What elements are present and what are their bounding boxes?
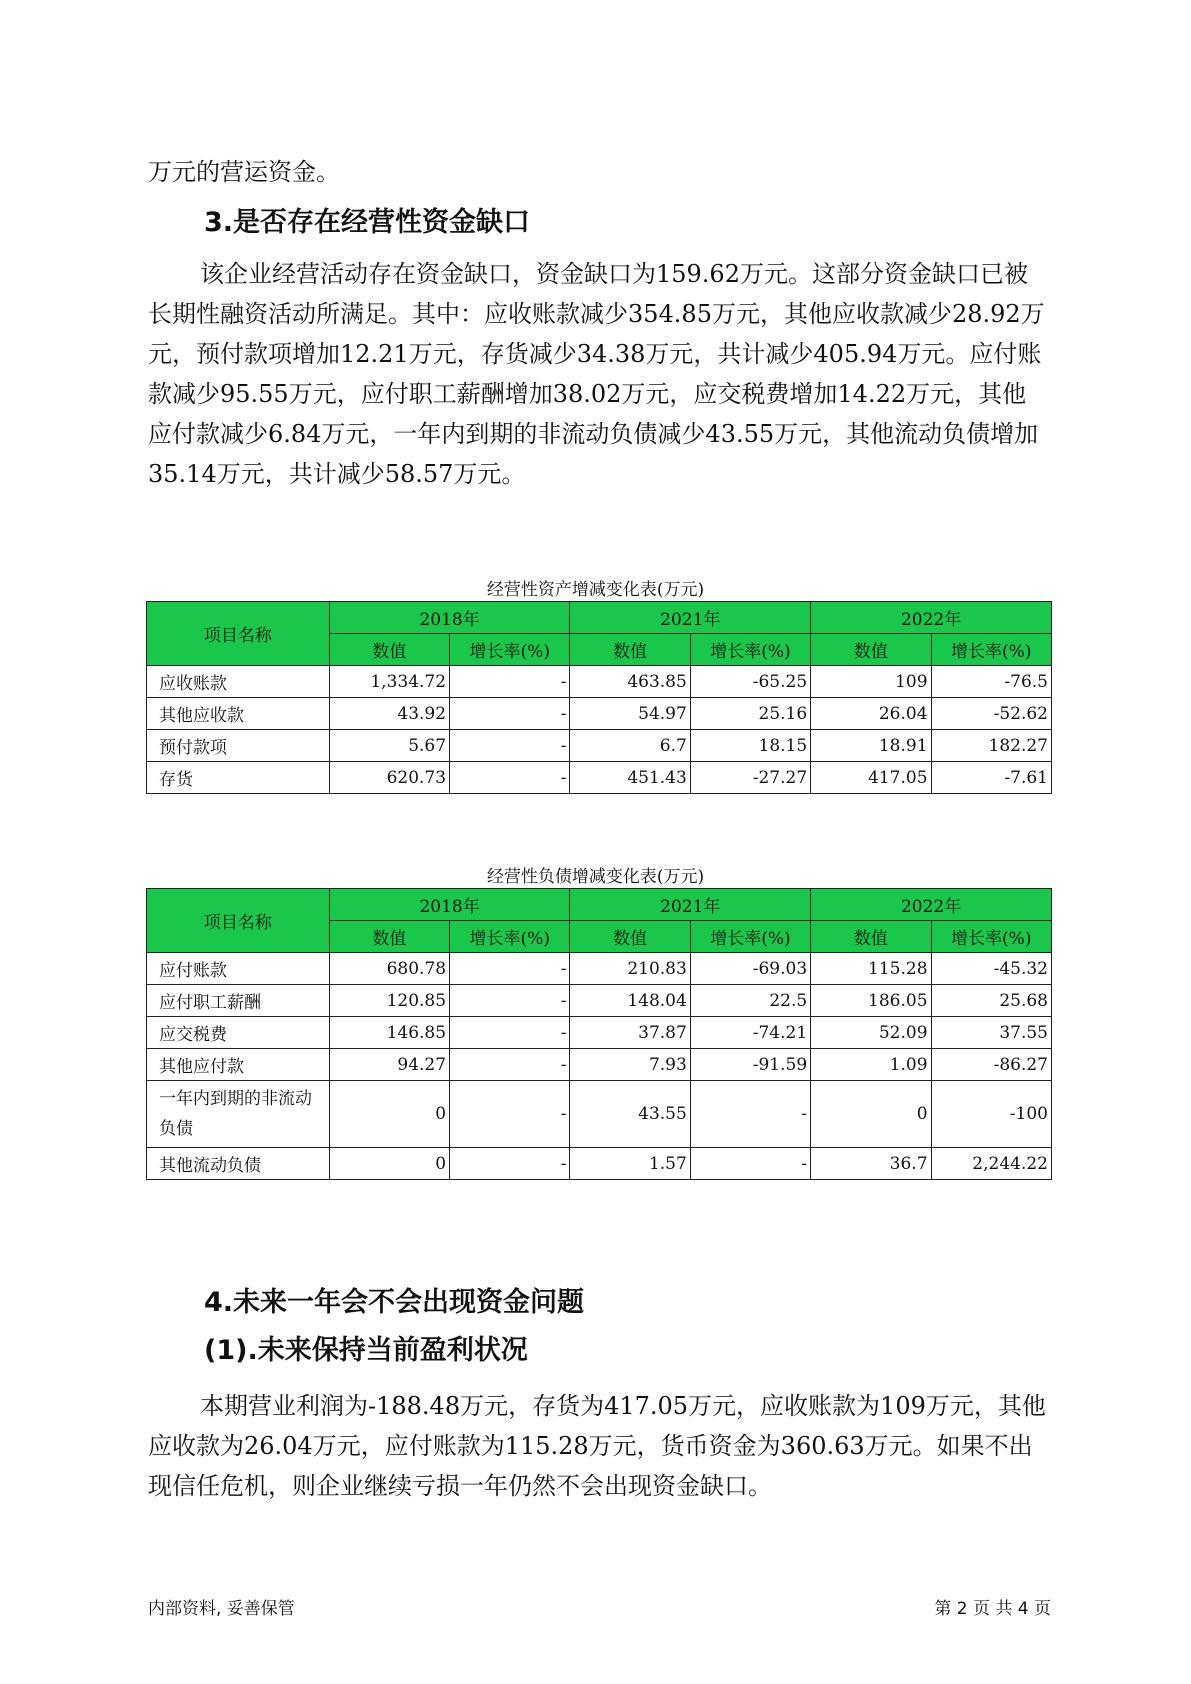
table-row bbox=[147, 698, 1052, 730]
table-row bbox=[147, 1049, 1052, 1081]
table-cell: - bbox=[450, 985, 570, 1017]
table-cell: -86.27 bbox=[931, 1049, 1051, 1081]
table-cell: 109 bbox=[811, 666, 931, 698]
value-header: 数值 bbox=[329, 921, 449, 953]
table-cell: 2,244.22 bbox=[931, 1148, 1051, 1180]
year-header: 2022年 bbox=[811, 889, 1052, 921]
table-cell: 120.85 bbox=[329, 985, 449, 1017]
table-cell: - bbox=[450, 698, 570, 730]
liability-table bbox=[146, 888, 1052, 1180]
table-cell: - bbox=[450, 953, 570, 985]
footer-confidential-note: 内部资料, 妥善保管 bbox=[148, 1599, 295, 1619]
growth-header: 增长率(%) bbox=[690, 634, 810, 666]
table-row bbox=[147, 730, 1052, 762]
table-cell: - bbox=[450, 762, 570, 794]
table-row bbox=[147, 666, 1052, 698]
intro-tail-text: 万元的营运资金。 bbox=[148, 158, 340, 186]
section3-paragraph: 该企业经营活动存在资金缺口，资金缺口为159.62万元。这部分资金缺口已被长期性融资活动所满足。其中：应收账款减少354.85万元，其他应收款减少28.92万元，预付款项增加12.21万元，存货减少34.38万元，共计减少405.94万元。应付账款减少95.55万元，应付职工薪酬增加38.02万元，应交税费增加14.22万元，其他应付款减少6.84万元，一年内到期的非流动负债减少43.55万元，其他流动负债增加35.14万元，共计减少58.57万元。 bbox=[148, 260, 1045, 488]
table-cell: 1.09 bbox=[811, 1049, 931, 1081]
table-cell: 94.27 bbox=[329, 1049, 449, 1081]
table-row bbox=[147, 953, 1052, 985]
table-cell: 5.67 bbox=[329, 730, 449, 762]
section3-heading: 3.是否存在经营性资金缺口 bbox=[204, 207, 531, 238]
table-cell: - bbox=[450, 1081, 570, 1148]
table-cell: -69.03 bbox=[690, 953, 810, 985]
table-cell: 37.87 bbox=[570, 1017, 690, 1049]
table-cell: -74.21 bbox=[690, 1017, 810, 1049]
table-cell: -91.59 bbox=[690, 1049, 810, 1081]
table-cell: 620.73 bbox=[329, 762, 449, 794]
table-cell: - bbox=[450, 666, 570, 698]
table-cell: 0 bbox=[329, 1148, 449, 1180]
table-cell: -52.62 bbox=[931, 698, 1051, 730]
section4-paragraph: 本期营业利润为-188.48万元，存货为417.05万元，应收账款为109万元，其他应收款为26.04万元，应付账款为115.28万元，货币资金为360.63万元。如果不出现信任危机，则企业继续亏损一年仍然不会出现资金缺口。 bbox=[148, 1392, 1046, 1500]
table-cell: 148.04 bbox=[570, 985, 690, 1017]
table-cell: 36.7 bbox=[811, 1148, 931, 1180]
table-cell: 37.55 bbox=[931, 1017, 1051, 1049]
table-cell: 43.92 bbox=[329, 698, 449, 730]
table-cell: - bbox=[690, 1081, 810, 1148]
year-header: 2018年 bbox=[329, 889, 570, 921]
table-cell: 54.97 bbox=[570, 698, 690, 730]
table-cell: 451.43 bbox=[570, 762, 690, 794]
footer-page-number: 第 2 页 共 4 页 bbox=[934, 1599, 1051, 1619]
table-cell: 6.7 bbox=[570, 730, 690, 762]
table-cell: 18.15 bbox=[690, 730, 810, 762]
table-cell: 680.78 bbox=[329, 953, 449, 985]
table-cell: 115.28 bbox=[811, 953, 931, 985]
table-cell: 1,334.72 bbox=[329, 666, 449, 698]
growth-header: 增长率(%) bbox=[931, 921, 1051, 953]
table-row bbox=[147, 1017, 1052, 1049]
year-header: 2021年 bbox=[570, 889, 811, 921]
table-cell: - bbox=[450, 1017, 570, 1049]
table-cell: 0 bbox=[329, 1081, 449, 1148]
table-cell: 182.27 bbox=[931, 730, 1051, 762]
row-name: 一年内到期的非流动负债 bbox=[147, 1081, 330, 1148]
table-row bbox=[147, 985, 1052, 1017]
row-name: 其他流动负债 bbox=[147, 1148, 330, 1180]
value-header: 数值 bbox=[329, 634, 449, 666]
table-cell: 146.85 bbox=[329, 1017, 449, 1049]
table-cell: 463.85 bbox=[570, 666, 690, 698]
table-cell: -27.27 bbox=[690, 762, 810, 794]
row-name: 预付款项 bbox=[147, 730, 330, 762]
liability-table-caption: 经营性负债增减变化表(万元) bbox=[486, 867, 705, 887]
table-row bbox=[147, 762, 1052, 794]
table-cell: 25.16 bbox=[690, 698, 810, 730]
section4-heading: 4.未来一年会不会出现资金问题 bbox=[204, 1287, 585, 1318]
growth-header: 增长率(%) bbox=[450, 921, 570, 953]
name-header: 项目名称 bbox=[147, 602, 330, 666]
table-cell: -65.25 bbox=[690, 666, 810, 698]
name-header: 项目名称 bbox=[147, 889, 330, 953]
growth-header: 增长率(%) bbox=[450, 634, 570, 666]
row-name: 其他应收款 bbox=[147, 698, 330, 730]
table-cell: 1.57 bbox=[570, 1148, 690, 1180]
asset-table bbox=[146, 601, 1052, 794]
table-cell: 25.68 bbox=[931, 985, 1051, 1017]
table-cell: 43.55 bbox=[570, 1081, 690, 1148]
table-cell: 22.5 bbox=[690, 985, 810, 1017]
table-cell: 52.09 bbox=[811, 1017, 931, 1049]
table-cell: 186.05 bbox=[811, 985, 931, 1017]
table-cell: - bbox=[450, 1049, 570, 1081]
table-cell: -76.5 bbox=[931, 666, 1051, 698]
table-cell: 417.05 bbox=[811, 762, 931, 794]
table-cell: -7.61 bbox=[931, 762, 1051, 794]
table-cell: 26.04 bbox=[811, 698, 931, 730]
value-header: 数值 bbox=[570, 921, 690, 953]
growth-header: 增长率(%) bbox=[931, 634, 1051, 666]
row-name: 应付账款 bbox=[147, 953, 330, 985]
row-name: 其他应付款 bbox=[147, 1049, 330, 1081]
row-name: 应收账款 bbox=[147, 666, 330, 698]
section4-subheading: (1).未来保持当前盈利状况 bbox=[204, 1335, 528, 1366]
row-name: 存货 bbox=[147, 762, 330, 794]
growth-header: 增长率(%) bbox=[690, 921, 810, 953]
asset-table-caption: 经营性资产增减变化表(万元) bbox=[486, 580, 705, 600]
value-header: 数值 bbox=[811, 921, 931, 953]
table-cell: -45.32 bbox=[931, 953, 1051, 985]
table-row bbox=[147, 1081, 1052, 1148]
table-cell: - bbox=[450, 730, 570, 762]
value-header: 数值 bbox=[570, 634, 690, 666]
year-header: 2022年 bbox=[811, 602, 1052, 634]
row-name: 应付职工薪酬 bbox=[147, 985, 330, 1017]
table-cell: -100 bbox=[931, 1081, 1051, 1148]
year-header: 2021年 bbox=[570, 602, 811, 634]
year-header: 2018年 bbox=[329, 602, 570, 634]
table-cell: 0 bbox=[811, 1081, 931, 1148]
table-cell: 7.93 bbox=[570, 1049, 690, 1081]
table-cell: 18.91 bbox=[811, 730, 931, 762]
table-cell: - bbox=[690, 1148, 810, 1180]
table-cell: - bbox=[450, 1148, 570, 1180]
table-cell: 210.83 bbox=[570, 953, 690, 985]
row-name: 应交税费 bbox=[147, 1017, 330, 1049]
table-row bbox=[147, 1148, 1052, 1180]
value-header: 数值 bbox=[811, 634, 931, 666]
